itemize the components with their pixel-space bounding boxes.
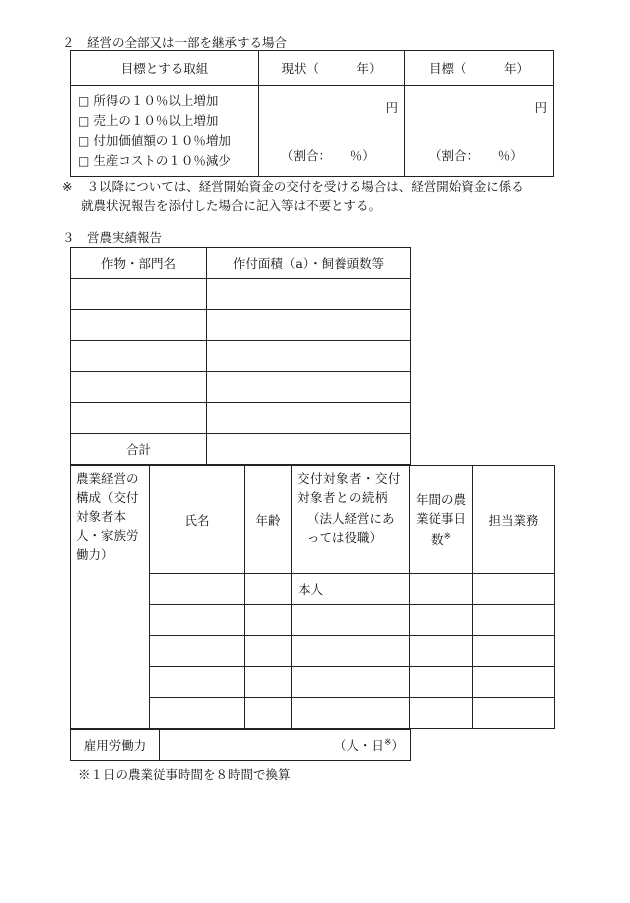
duty-input[interactable] — [473, 636, 555, 667]
crop-input[interactable] — [71, 310, 207, 341]
footnote-work-hours: ※１日の農業従事時間を８時間で換算 — [78, 767, 291, 782]
current-value-cell[interactable] — [259, 86, 405, 177]
age-input[interactable] — [245, 574, 292, 605]
duty-input[interactable] — [473, 574, 555, 605]
name-input[interactable] — [150, 605, 245, 636]
duty-input[interactable] — [473, 605, 555, 636]
age-input[interactable] — [245, 636, 292, 667]
area-input[interactable] — [207, 372, 411, 403]
hired-labor-input[interactable]: （人・日※） — [160, 730, 411, 761]
area-header: 作付面積（a）・飼養頭数等 — [207, 248, 411, 279]
crop-input[interactable] — [71, 279, 207, 310]
relation-input[interactable] — [292, 605, 410, 636]
relation-self: 本人 — [292, 574, 410, 605]
ratio-label: （割合： ％） — [429, 148, 523, 163]
days-input[interactable] — [410, 667, 473, 698]
total-label: 合計 — [71, 434, 207, 465]
crop-input[interactable] — [71, 341, 207, 372]
duty-header: 担当業務 — [473, 466, 555, 574]
target-value-cell[interactable] — [405, 86, 554, 177]
relation-input[interactable] — [292, 667, 410, 698]
goal-option[interactable]: □ 付加価値額の１０％増加 — [78, 133, 231, 148]
composition-label: 農業経営の構成（交付対象者本人・家族労働力） — [71, 466, 150, 729]
relation-input[interactable] — [292, 698, 410, 729]
hired-labor-table — [70, 729, 411, 761]
days-input[interactable] — [410, 698, 473, 729]
goal-options — [71, 86, 259, 177]
relation-header: 交付対象者・交付対象者との続柄 （法人経営にあっては役職） — [292, 466, 410, 574]
succession-goal-table — [70, 50, 554, 177]
note-section3-exemption: ※ ３以降については、経営開始資金の交付を受ける場合は、経営開始資金に係る 就農状況報告を添付した場合に記入等は不要とする。 — [62, 179, 524, 213]
name-input[interactable] — [150, 636, 245, 667]
area-input[interactable] — [207, 403, 411, 434]
total-input[interactable] — [207, 434, 411, 465]
checkbox-icon[interactable]: □ — [78, 154, 90, 168]
goal-option[interactable]: □ 所得の１０％以上増加 — [78, 93, 219, 108]
note-mark: ※ — [62, 179, 73, 194]
days-input[interactable] — [410, 605, 473, 636]
crop-header: 作物・部門名 — [71, 248, 207, 279]
work-days-header: 年間の農業従事日数※ — [410, 466, 473, 574]
name-header: 氏名 — [150, 466, 245, 574]
hired-labor-label: 雇用労働力 — [71, 730, 160, 761]
name-input[interactable] — [150, 574, 245, 605]
age-input[interactable] — [245, 667, 292, 698]
checkbox-icon[interactable]: □ — [78, 134, 90, 148]
crop-input[interactable] — [71, 372, 207, 403]
name-input[interactable] — [150, 698, 245, 729]
checkbox-icon[interactable]: □ — [78, 94, 90, 108]
age-input[interactable] — [245, 605, 292, 636]
ratio-label: （割合： ％） — [281, 148, 375, 163]
current-year-header: 現状（ 年） — [259, 51, 405, 86]
name-input[interactable] — [150, 667, 245, 698]
duty-input[interactable] — [473, 667, 555, 698]
age-header: 年齢 — [245, 466, 292, 574]
area-input[interactable] — [207, 341, 411, 372]
section3-heading: ３ 営農実績報告 — [62, 230, 163, 245]
duty-input[interactable] — [473, 698, 555, 729]
checkbox-icon[interactable]: □ — [78, 114, 90, 128]
days-input[interactable] — [410, 574, 473, 605]
goal-option[interactable]: □ 生産コストの１０％減少 — [78, 153, 231, 168]
crop-table — [70, 247, 411, 465]
area-input[interactable] — [207, 310, 411, 341]
composition-table — [70, 465, 555, 729]
section2-heading: ２ 経営の全部又は一部を継承する場合 — [62, 35, 288, 50]
yen-unit: 円 — [534, 100, 547, 115]
goal-option[interactable]: □ 売上の１０％以上増加 — [78, 113, 219, 128]
days-input[interactable] — [410, 636, 473, 667]
target-year-header: 目標（ 年） — [405, 51, 554, 86]
age-input[interactable] — [245, 698, 292, 729]
crop-input[interactable] — [71, 403, 207, 434]
goal-header: 目標とする取組 — [71, 51, 259, 86]
relation-input[interactable] — [292, 636, 410, 667]
yen-unit: 円 — [385, 100, 398, 115]
area-input[interactable] — [207, 279, 411, 310]
days-note-mark: ※ — [443, 531, 452, 542]
